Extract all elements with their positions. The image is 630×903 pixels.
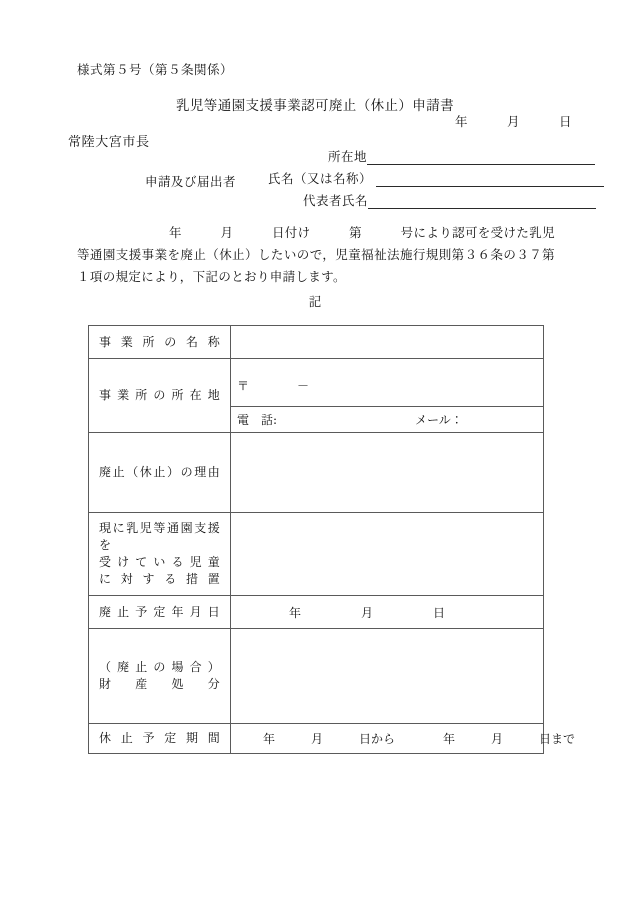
applicant-address-row	[328, 147, 595, 165]
suspension-period-placeholder: 年 月 日から 年 月 日まで	[263, 732, 576, 746]
facility-name-label: 事業所の名称	[99, 334, 220, 349]
postal-code-mark: 〒 －	[237, 379, 310, 393]
applicant-name-label: 氏名（又は名称）	[268, 171, 373, 186]
row-label-reason	[89, 433, 231, 513]
table-row	[89, 513, 544, 596]
abolition-date-value[interactable]	[231, 596, 544, 629]
abolition-date-label: 廃止予定年月日	[99, 604, 220, 619]
row-label-property-disposal	[89, 629, 231, 724]
suspension-period-label: 休止予定期間	[99, 731, 220, 745]
applicant-address-label: 所在地	[328, 149, 368, 164]
representative-name-input[interactable]	[368, 195, 596, 209]
property-disposal-label-line-2: 財産処分	[99, 677, 220, 691]
row-label-measures	[89, 513, 231, 596]
telephone-label: 電 話:	[237, 413, 278, 427]
applicant-block-label: 申請及び届出者	[145, 174, 237, 189]
page-title: 乳児等通園支援事業認可廃止（休止）申請書	[176, 98, 454, 114]
measures-label-line-3: に対する措置	[99, 572, 220, 586]
property-disposal-value[interactable]	[231, 629, 544, 724]
reason-label: 廃止（休止）の理由	[99, 465, 220, 479]
email-label: メール：	[415, 413, 463, 427]
table-row	[89, 596, 544, 629]
addressee: 常陸大宮市長	[68, 135, 150, 150]
application-form-table	[88, 325, 576, 754]
property-disposal-label-line-1: （廃止の場合）	[99, 660, 220, 674]
suspension-period-value[interactable]	[231, 724, 576, 754]
applicant-address-input[interactable]	[367, 151, 595, 165]
row-label-suspension-period	[89, 724, 231, 754]
measures-value[interactable]	[231, 513, 544, 596]
measures-label-line-1: 現に乳児等通園支援を	[99, 521, 220, 552]
facility-postal-cell[interactable]	[231, 359, 544, 407]
applicant-name-input[interactable]	[376, 173, 604, 187]
ki-mark: 記	[308, 294, 322, 309]
representative-name-label: 代表者氏名	[303, 193, 369, 208]
facility-contact-cell	[231, 407, 544, 433]
measures-label-line-2: 受けている児童	[99, 555, 220, 569]
row-label-facility-address	[89, 359, 231, 433]
row-label-abolition-date	[89, 596, 231, 629]
abolition-date-placeholder: 年 月 日	[289, 605, 446, 620]
table-row	[89, 326, 544, 359]
applicant-name-row	[268, 169, 604, 187]
table-row	[89, 629, 544, 724]
table-row	[89, 724, 544, 754]
representative-name-row	[303, 191, 596, 209]
reason-value[interactable]	[231, 433, 544, 513]
form-number: 様式第５号（第５条関係）	[77, 62, 234, 77]
table-row	[89, 359, 544, 407]
property-disposal-label	[89, 659, 230, 693]
row-label-facility-name	[89, 326, 231, 359]
submission-date-line: 年 月 日	[455, 114, 573, 129]
measures-label	[89, 520, 230, 588]
table-row	[89, 433, 544, 513]
body-paragraph-text: 年 月 日付け 第 号により認可を受けた乳児等通園支援事業を廃止（休止）したいので，児童福祉法施行規則第３６条の３７第１項の規定により，下記のとおり申請します。	[77, 225, 555, 284]
contact-line	[231, 407, 543, 432]
facility-address-label: 事業所の所在地	[99, 388, 220, 402]
facility-name-value[interactable]	[231, 326, 544, 359]
body-paragraph	[77, 222, 555, 288]
